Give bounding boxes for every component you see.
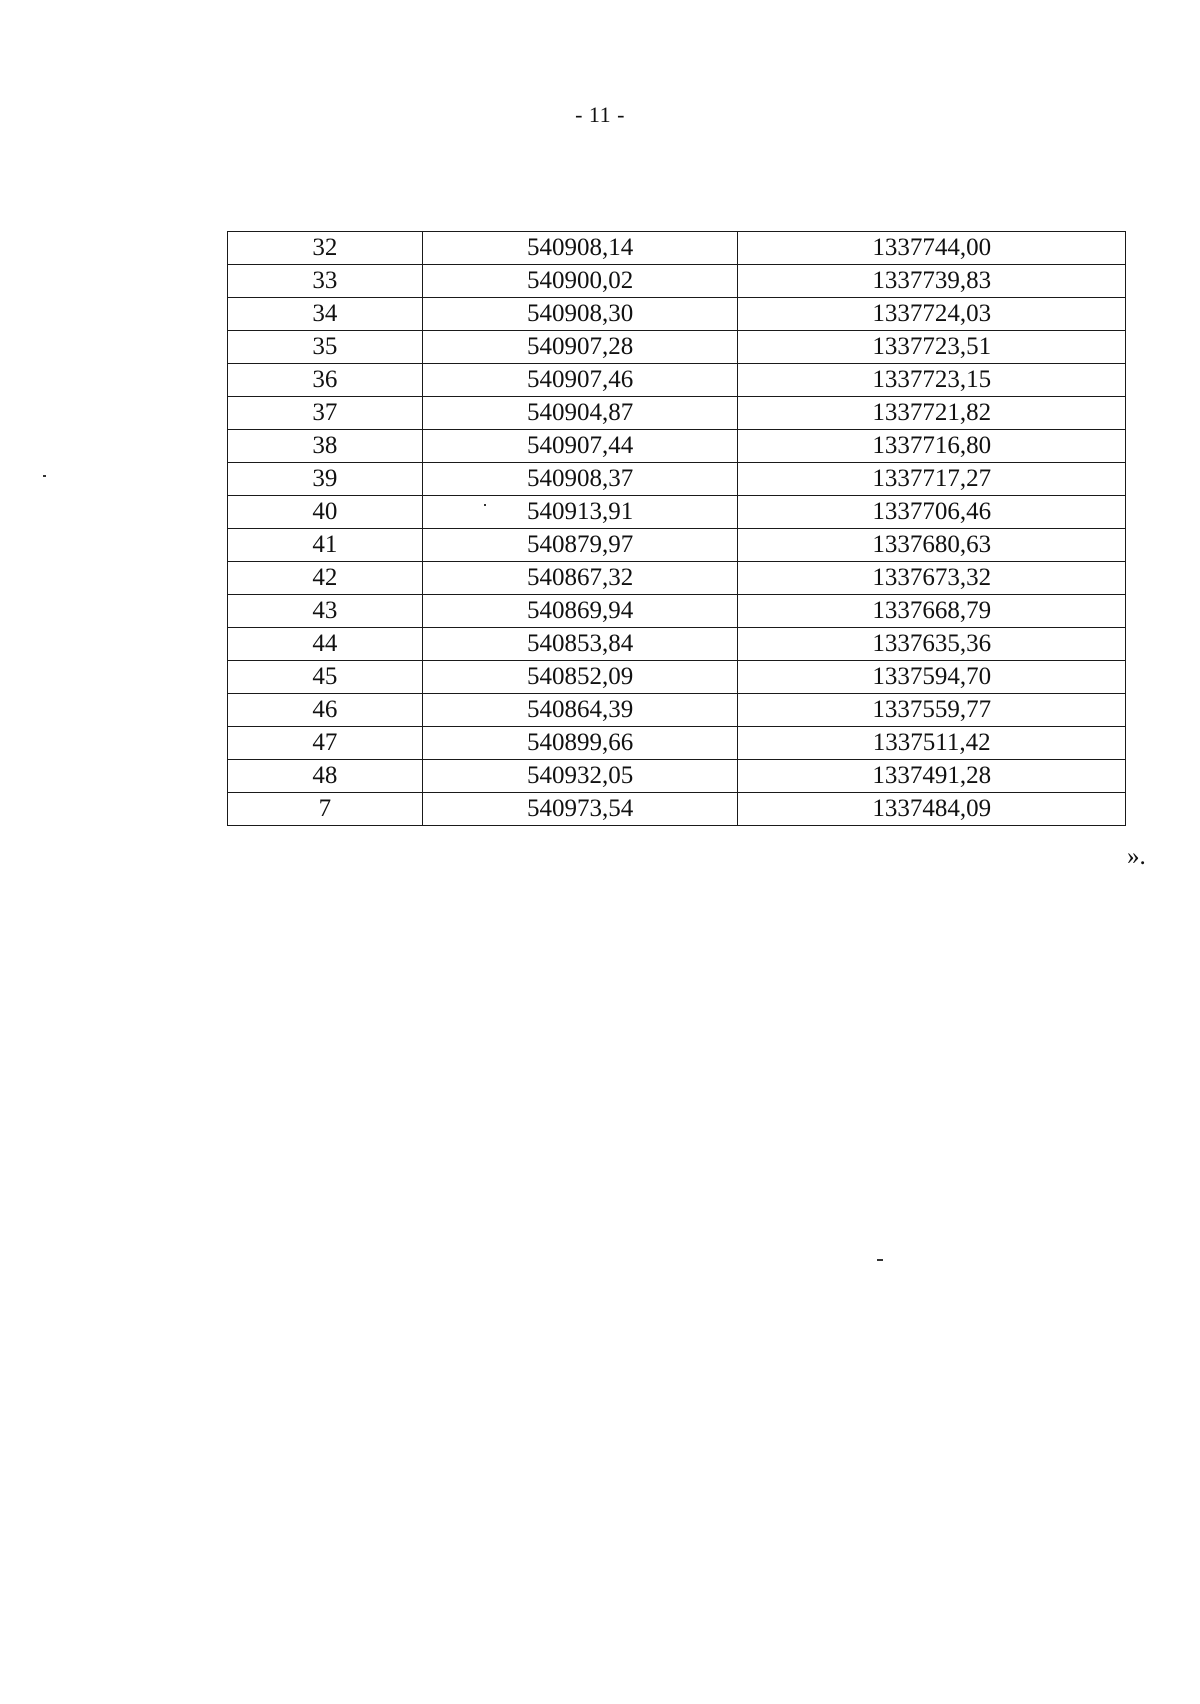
table-row — [228, 529, 1126, 562]
table-row — [228, 331, 1126, 364]
point-number-cell: 37 — [228, 397, 423, 430]
x-coordinate-cell: 540913,91 — [422, 496, 738, 529]
x-coordinate-cell: 540853,84 — [422, 628, 738, 661]
table-row — [228, 430, 1126, 463]
table-row — [228, 298, 1126, 331]
point-number-cell: 7 — [228, 793, 423, 826]
table-row — [228, 562, 1126, 595]
point-number-cell: 44 — [228, 628, 423, 661]
point-number-cell: 45 — [228, 661, 423, 694]
coordinates-table — [227, 231, 1126, 826]
table-row — [228, 463, 1126, 496]
point-number-cell: 33 — [228, 265, 423, 298]
x-coordinate-cell: 540900,02 — [422, 265, 738, 298]
y-coordinate-cell: 1337739,83 — [738, 265, 1126, 298]
table-row — [228, 265, 1126, 298]
point-number-cell: 41 — [228, 529, 423, 562]
table-row — [228, 232, 1126, 265]
table-row — [228, 397, 1126, 430]
point-number-cell: 36 — [228, 364, 423, 397]
scan-speck — [43, 475, 46, 477]
table-row — [228, 793, 1126, 826]
scan-speck — [484, 504, 486, 506]
y-coordinate-cell: 1337491,28 — [738, 760, 1126, 793]
y-coordinate-cell: 1337716,80 — [738, 430, 1126, 463]
x-coordinate-cell: 540908,37 — [422, 463, 738, 496]
y-coordinate-cell: 1337706,46 — [738, 496, 1126, 529]
x-coordinate-cell: 540869,94 — [422, 595, 738, 628]
y-coordinate-cell: 1337723,51 — [738, 331, 1126, 364]
x-coordinate-cell: 540907,46 — [422, 364, 738, 397]
point-number-cell: 47 — [228, 727, 423, 760]
table-row — [228, 595, 1126, 628]
x-coordinate-cell: 540973,54 — [422, 793, 738, 826]
table-row — [228, 694, 1126, 727]
table-row — [228, 661, 1126, 694]
point-number-cell: 39 — [228, 463, 423, 496]
table-row — [228, 496, 1126, 529]
table-row — [228, 727, 1126, 760]
y-coordinate-cell: 1337723,15 — [738, 364, 1126, 397]
y-coordinate-cell: 1337635,36 — [738, 628, 1126, 661]
x-coordinate-cell: 540899,66 — [422, 727, 738, 760]
x-coordinate-cell: 540932,05 — [422, 760, 738, 793]
y-coordinate-cell: 1337721,82 — [738, 397, 1126, 430]
x-coordinate-cell: 540864,39 — [422, 694, 738, 727]
y-coordinate-cell: 1337559,77 — [738, 694, 1126, 727]
x-coordinate-cell: 540904,87 — [422, 397, 738, 430]
x-coordinate-cell: 540907,28 — [422, 331, 738, 364]
y-coordinate-cell: 1337673,32 — [738, 562, 1126, 595]
x-coordinate-cell: 540867,32 — [422, 562, 738, 595]
page-number: - 11 - — [575, 102, 625, 127]
point-number-cell: 38 — [228, 430, 423, 463]
y-coordinate-cell: 1337744,00 — [738, 232, 1126, 265]
point-number-cell: 43 — [228, 595, 423, 628]
coordinates-table-body — [228, 232, 1126, 826]
x-coordinate-cell: 540908,14 — [422, 232, 738, 265]
scan-speck — [877, 1259, 883, 1261]
table-row — [228, 628, 1126, 661]
point-number-cell: 48 — [228, 760, 423, 793]
point-number-cell: 40 — [228, 496, 423, 529]
point-number-cell: 46 — [228, 694, 423, 727]
y-coordinate-cell: 1337511,42 — [738, 727, 1126, 760]
point-number-cell: 35 — [228, 331, 423, 364]
closing-quote-mark: ». — [1127, 843, 1146, 870]
point-number-cell: 34 — [228, 298, 423, 331]
x-coordinate-cell: 540852,09 — [422, 661, 738, 694]
x-coordinate-cell: 540879,97 — [422, 529, 738, 562]
y-coordinate-cell: 1337668,79 — [738, 595, 1126, 628]
table-row — [228, 364, 1126, 397]
y-coordinate-cell: 1337484,09 — [738, 793, 1126, 826]
y-coordinate-cell: 1337594,70 — [738, 661, 1126, 694]
point-number-cell: 42 — [228, 562, 423, 595]
y-coordinate-cell: 1337724,03 — [738, 298, 1126, 331]
point-number-cell: 32 — [228, 232, 423, 265]
x-coordinate-cell: 540907,44 — [422, 430, 738, 463]
x-coordinate-cell: 540908,30 — [422, 298, 738, 331]
y-coordinate-cell: 1337680,63 — [738, 529, 1126, 562]
y-coordinate-cell: 1337717,27 — [738, 463, 1126, 496]
table-row — [228, 760, 1126, 793]
